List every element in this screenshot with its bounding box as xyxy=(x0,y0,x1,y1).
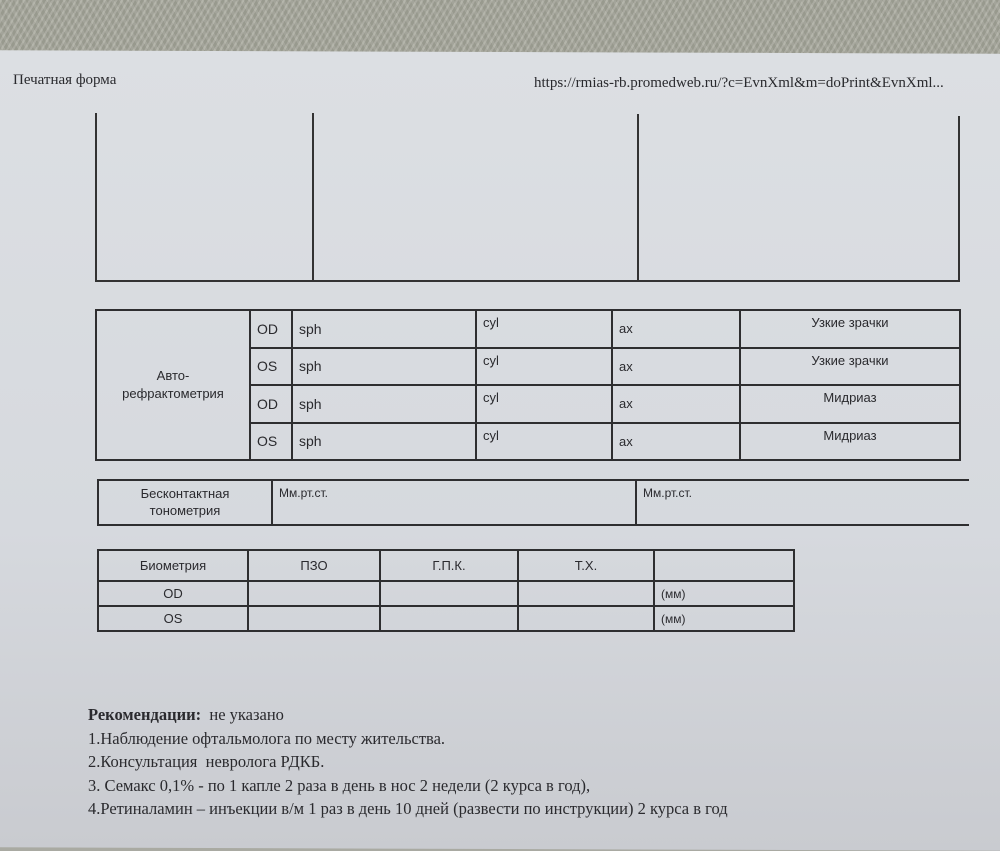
header-cell: Т.Х. xyxy=(518,550,654,581)
tonometry-label xyxy=(98,480,272,525)
label-line: тонометрия xyxy=(149,503,221,518)
header-cell: Г.П.К. xyxy=(380,550,518,581)
eye-cell: OD xyxy=(250,310,292,348)
table-border xyxy=(312,113,314,281)
table-border xyxy=(95,113,97,281)
recommendations-title: Рекомендации xyxy=(88,705,196,724)
recommendations-value: не указано xyxy=(209,705,284,724)
recommendation-item: 1.Наблюдение офтальмолога по месту жительства. xyxy=(88,728,446,748)
tonometry-os-cell: Мм.рт.ст. xyxy=(636,480,969,525)
sph-cell: sph xyxy=(292,310,476,348)
eye-cell: OS xyxy=(250,348,292,386)
table-row xyxy=(96,310,960,348)
tonometry-table xyxy=(97,479,969,526)
eye-cell: OD xyxy=(250,385,292,423)
pzo-cell xyxy=(248,581,380,606)
label-line: Авто- xyxy=(156,368,190,383)
label-line: Бесконтактная xyxy=(140,486,230,501)
sph-cell: sph xyxy=(292,423,476,461)
table-border xyxy=(637,114,639,281)
sph-cell: sph xyxy=(292,385,476,423)
gpk-cell xyxy=(380,581,518,606)
eye-cell: OS xyxy=(250,423,292,461)
page-url: https://rmias-rb.promedweb.ru/?c=EvnXml&m=doPrint&EvnXml... xyxy=(534,75,944,91)
cyl-cell: cyl xyxy=(476,348,612,386)
eye-cell: OD xyxy=(98,581,248,606)
recommendations-heading: Рекомендации: не указано xyxy=(88,705,284,724)
autorefractometry-table xyxy=(95,309,961,461)
biometry-table xyxy=(97,549,795,632)
tx-cell xyxy=(518,581,654,606)
recommendation-item: 2.Консультация невролога РДКБ. xyxy=(88,752,325,771)
cyl-cell: cyl xyxy=(476,423,612,461)
pzo-cell xyxy=(248,606,380,631)
note-cell: Мидриаз xyxy=(740,423,960,461)
autorefractometry-label xyxy=(96,310,250,460)
unit-cell: (мм) xyxy=(654,581,794,606)
recommendation-item: 4.Ретиналамин – инъекции в/м 1 раз в день 10 дней (развести по инструкции) 2 курса в год xyxy=(88,799,728,818)
table-border xyxy=(958,116,960,282)
gpk-cell xyxy=(380,606,518,631)
cyl-cell: cyl xyxy=(476,385,612,423)
ax-cell: ax xyxy=(612,310,740,348)
eye-cell: OS xyxy=(98,606,248,631)
ax-cell: ax xyxy=(612,423,740,461)
recommendation-item: 3. Семакс 0,1% - по 1 капле 2 раза в день в нос 2 недели (2 курса в год), xyxy=(88,775,591,795)
header-cell: ПЗО xyxy=(248,550,380,581)
table-header-row xyxy=(98,550,794,581)
note-cell: Узкие зрачки xyxy=(740,348,960,386)
note-cell: Узкие зрачки xyxy=(740,310,960,348)
ax-cell: ax xyxy=(612,348,740,386)
page-title: Печатная форма xyxy=(13,72,117,88)
table-row xyxy=(98,581,794,606)
table-border xyxy=(95,280,960,282)
tonometry-od-cell: Мм.рт.ст. xyxy=(272,480,636,525)
cyl-cell: cyl xyxy=(476,310,612,348)
unit-cell: (мм) xyxy=(654,606,794,631)
note-cell: Мидриаз xyxy=(740,385,960,423)
header-cell: Биометрия xyxy=(98,550,248,581)
table-row xyxy=(98,480,969,525)
ax-cell: ax xyxy=(612,385,740,423)
recommendations-section xyxy=(88,703,728,821)
tx-cell xyxy=(518,606,654,631)
label-line: рефрактометрия xyxy=(122,386,224,401)
header-cell xyxy=(654,550,794,581)
sph-cell: sph xyxy=(292,348,476,386)
table-row xyxy=(98,606,794,631)
